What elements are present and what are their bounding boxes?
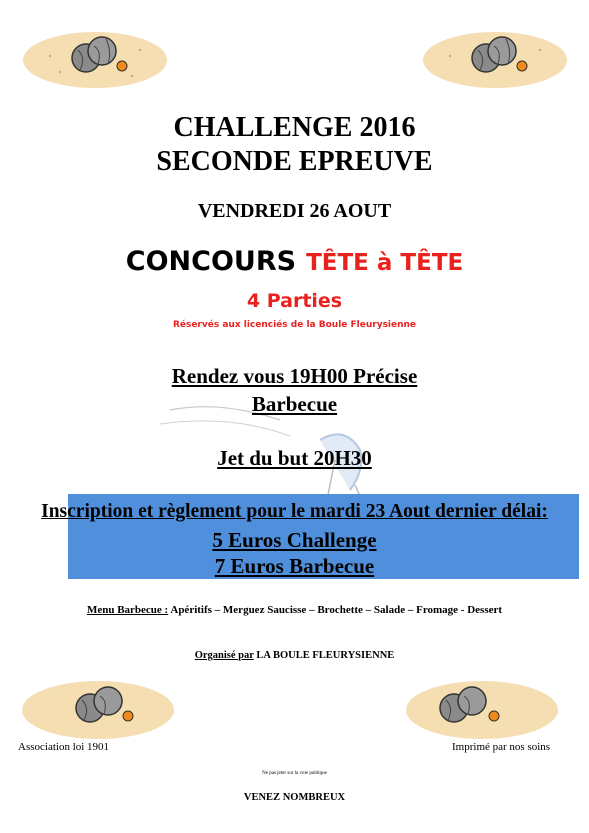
concours-line: [0, 246, 589, 277]
concours-type: TÊTE à TÊTE: [306, 250, 464, 276]
barbecue-heading: Barbecue: [251, 392, 338, 416]
menu-line: [0, 604, 589, 616]
petanque-logo-top-left: [20, 26, 170, 92]
jet-du-but: Jet du but 20H30: [217, 446, 372, 470]
organise-label: Organisé par: [194, 650, 254, 661]
organiser-line: [0, 650, 589, 661]
venez-nombreux: VENEZ NOMBREUX: [243, 792, 346, 803]
footer-left: Association loi 1901: [18, 741, 110, 753]
rendezvous-time: Rendez vous 19H00 Précise: [171, 364, 418, 388]
footer-right: Imprimé par nos soins: [452, 741, 551, 753]
price-barbecue: 7 Euros Barbecue: [214, 554, 375, 578]
parties-count: 4 Parties: [246, 290, 343, 312]
organiser-name: LA BOULE FLEURYSIENNE: [256, 650, 395, 661]
concours-word: CONCOURS: [125, 246, 297, 277]
event-date: VENDREDI 26 AOUT: [197, 200, 392, 222]
inscription-text: Inscription et règlement pour le mardi 23 Aout dernier délai:: [41, 501, 548, 522]
reserved-note: Réservés aux licenciés de la Boule Fleurysienne: [172, 320, 417, 330]
small-note: Ne pas jeter sur la voie publique: [262, 771, 327, 776]
petanque-logo-top-right: [420, 26, 570, 92]
menu-label: Menu Barbecue :: [86, 604, 169, 616]
challenge-title: CHALLENGE 2016: [173, 112, 416, 143]
petanque-logo-bottom-left: [18, 676, 178, 742]
petanque-logo-bottom-right: [402, 676, 562, 742]
price-challenge: 5 Euros Challenge: [212, 528, 377, 552]
menu-items: Apéritifs – Merguez Saucisse – Brochette – Salade – Fromage - Dessert: [170, 604, 503, 616]
epreuve-subtitle: SECONDE EPREUVE: [156, 146, 433, 177]
